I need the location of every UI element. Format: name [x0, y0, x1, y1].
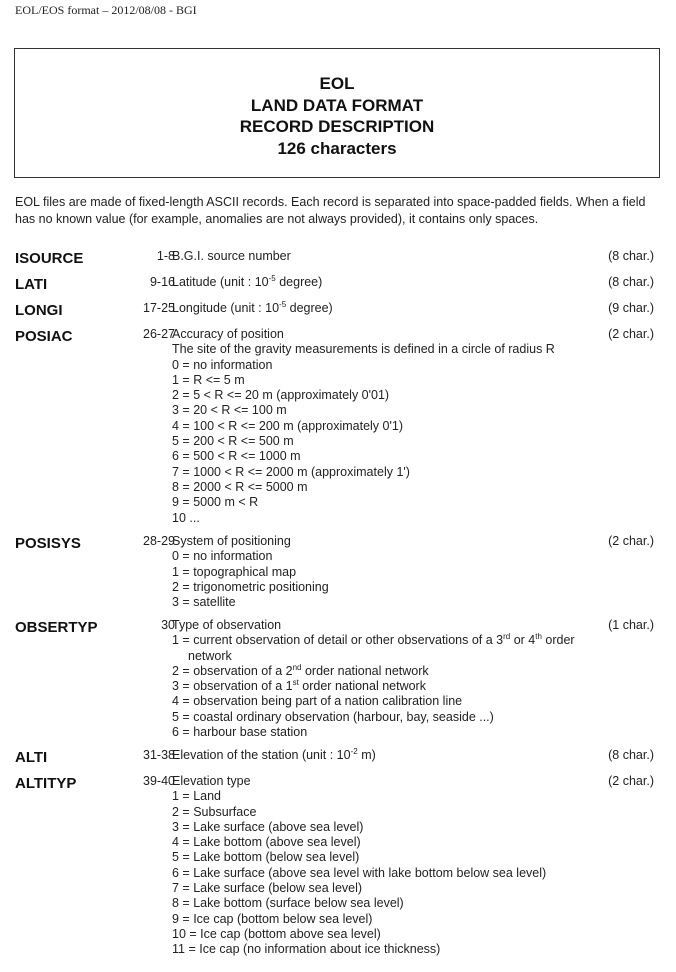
field-description [172, 249, 612, 264]
field-line: 4 = Lake bottom (above sea level) [172, 835, 361, 850]
field-title: B.G.I. source number [172, 249, 291, 263]
field-name: ALTITYP [15, 775, 77, 792]
field-line: 8 = 2000 < R <= 5000 m [172, 479, 308, 494]
field-line: 1 = Land [172, 789, 222, 804]
field-size: (1 char.) [608, 618, 654, 632]
field-size: (2 char.) [608, 774, 654, 788]
field-line: 4 = observation being part of a nation calibration line [172, 694, 463, 709]
title-line: RECORD DESCRIPTION [239, 117, 435, 136]
field-position: 9-16 [149, 275, 175, 289]
field-description [172, 618, 612, 740]
field-line: 11 = Ice cap (no information about ice thickness) [172, 942, 441, 957]
field-position: 31-38 [143, 748, 175, 762]
field-line: 0 = no information [172, 549, 273, 564]
title-line: EOL [319, 74, 355, 93]
title-line: LAND DATA FORMAT [250, 95, 424, 115]
field-position: 28-29 [143, 534, 175, 548]
field-line: 1 = topographical map [172, 564, 297, 579]
field-line: 7 = 1000 < R <= 2000 m (approximately 1') [172, 464, 410, 479]
field-line: 2 = observation of a 2nd order national network [172, 662, 429, 678]
field-description [172, 275, 612, 290]
field-line: 2 = 5 < R <= 20 m (approximately 0'01) [172, 388, 390, 403]
page-header: EOL/EOS format – 2012/08/08 - BGI [15, 3, 197, 17]
field-title: Elevation of the station (unit : $10^{-2}$ m) [172, 747, 376, 762]
field-description [172, 301, 612, 316]
field-line: 5 = 200 < R <= 500 m [172, 434, 294, 449]
field-line: 5 = coastal ordinary observation (harbour, bay, seaside ...) [172, 709, 494, 724]
field-line: The site of the gravity measurements is defined in a circle of radius R [172, 342, 555, 357]
field-line: 3 = 20 < R <= 100 m [172, 403, 287, 418]
field-name: LONGI [15, 302, 63, 319]
field-position: 26-27 [143, 327, 175, 341]
field-line: 6 = Lake surface (above sea level with lake bottom below sea level) [172, 865, 547, 880]
field-line: 10 ... [172, 510, 200, 525]
field-position: 39-40 [143, 774, 175, 788]
field-size: (8 char.) [608, 748, 654, 762]
field-description [172, 534, 612, 610]
field-line: 2 = trigonometric positioning [172, 579, 329, 594]
field-line: 5 = Lake bottom (below sea level) [172, 850, 360, 865]
field-line: 1 = current observation of detail or other observations of a 3rd or 4th order [172, 632, 575, 648]
field-size: (2 char.) [608, 534, 654, 548]
field-line: 9 = Ice cap (bottom below sea level) [172, 911, 373, 926]
field-size: (8 char.) [608, 249, 654, 263]
field-description [172, 748, 612, 763]
field-size: (9 char.) [608, 301, 654, 315]
field-line: 4 = 100 < R <= 200 m (approximately 0'1) [172, 418, 403, 433]
field-line: 10 = Ice cap (bottom above sea level) [172, 926, 381, 941]
field-name: OBSERTYP [15, 619, 98, 636]
field-name: ALTI [15, 749, 48, 766]
field-line: 6 = harbour base station [172, 725, 308, 740]
field-title: Latitude (unit : $10^{-5}$ degree) [172, 274, 323, 289]
field-line: 8 = Lake bottom (surface below sea level) [172, 896, 404, 911]
field-line: 0 = no information [172, 357, 273, 372]
field-line: 7 = Lake surface (below sea level) [172, 881, 363, 896]
field-line: 3 = Lake surface (above sea level) [172, 819, 364, 834]
field-name: POSIAC [15, 328, 73, 345]
field-line: 3 = satellite [172, 595, 236, 610]
field-line: 3 = observation of a 1st order national network [172, 678, 426, 694]
intro-paragraph: EOL files are made of fixed-length ASCII records. Each record is separated into space-padded fields. When a field has no known value (for example, anomalies are not always provided), it contains only spaces. [15, 195, 646, 226]
field-line: 1 = R <= 5 m [172, 372, 245, 387]
title-box [14, 48, 660, 178]
field-description [172, 327, 612, 526]
field-line-continuation: network [188, 648, 232, 663]
field-size: (8 char.) [608, 275, 654, 289]
field-line: 9 = 5000 m < R [172, 495, 259, 510]
title-line: 126 characters [277, 138, 397, 158]
field-title: Accuracy of position [172, 327, 284, 341]
field-title: Longitude (unit : $10^{-5}$ degree) [172, 300, 333, 315]
field-line: 6 = 500 < R <= 1000 m [172, 449, 301, 464]
field-position: 17-25 [143, 301, 175, 315]
field-description [172, 774, 612, 958]
field-title: System of positioning [172, 534, 291, 548]
field-name: POSISYS [15, 535, 81, 552]
field-size: (2 char.) [608, 327, 654, 341]
field-name: ISOURCE [15, 250, 84, 267]
field-position: 1-8 [156, 249, 175, 263]
field-title: Elevation type [172, 774, 251, 788]
field-title: Type of observation [172, 618, 282, 632]
field-name: LATI [15, 276, 48, 293]
field-position: 30 [161, 618, 175, 632]
field-line: 2 = Subsurface [172, 804, 257, 819]
